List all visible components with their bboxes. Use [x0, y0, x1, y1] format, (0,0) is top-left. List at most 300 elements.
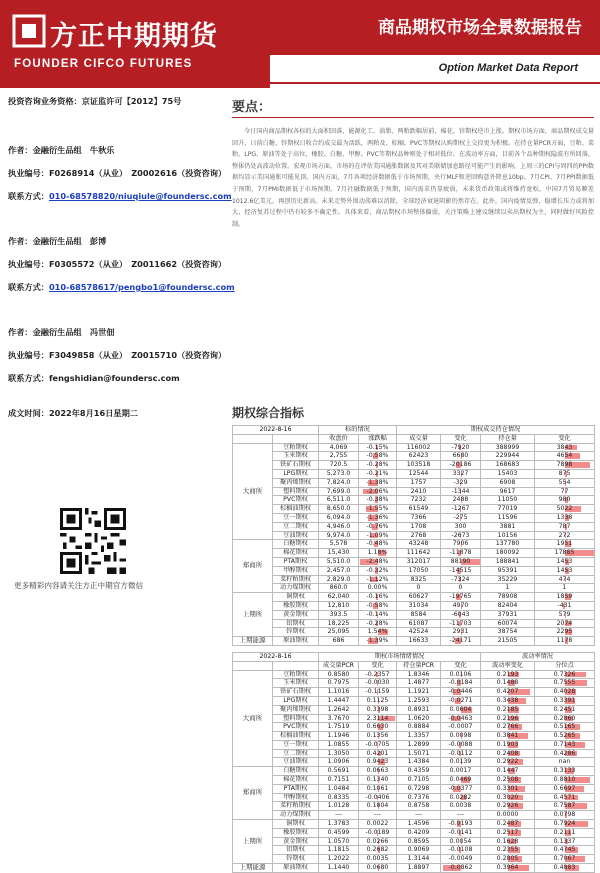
pcr-oi: --- — [397, 811, 441, 820]
pcr-volume-change — [359, 679, 397, 688]
pcr-volume-change — [359, 705, 397, 714]
volume: 1708 — [397, 522, 441, 531]
cell-value: 0.7587 — [554, 802, 576, 809]
pcr-oi-change — [441, 679, 481, 688]
cell-value: -24171 — [450, 637, 472, 644]
oi-change — [535, 478, 595, 487]
underlying-group-header: 标的情况 — [319, 426, 397, 435]
option-name: 豆粕期权 — [273, 670, 319, 679]
cell-value: 0.0266 — [367, 838, 389, 845]
options-indicators-section — [232, 404, 594, 873]
qr-caption: 更多精彩内容请关注方正中期官方微信 — [14, 580, 143, 591]
cell-value: 0.3301 — [497, 785, 519, 792]
oi-change — [535, 566, 595, 575]
change-pct — [359, 557, 397, 566]
change-pct — [359, 575, 397, 584]
volume-change — [441, 478, 481, 487]
report-date: 成文时间：2022年8月16日星期二 — [8, 408, 218, 419]
cell-value: -0.16% — [367, 593, 389, 600]
volume: 103518 — [397, 461, 441, 470]
pcr-volume-change — [359, 732, 397, 741]
cell-value: 0.2451 — [554, 706, 576, 713]
cell-value: -19765 — [450, 593, 472, 600]
cell-value: 5022 — [557, 505, 573, 512]
cell-value: 0.2196 — [497, 715, 519, 722]
cell-value: 0.4207 — [497, 688, 519, 695]
cell-value: 2074 — [557, 620, 573, 627]
change-pct — [359, 549, 397, 558]
cell-value: 0.4201 — [367, 750, 389, 757]
table-row — [233, 601, 595, 610]
volume-change — [441, 575, 481, 584]
pcr-volume: 3.7670 — [319, 714, 359, 723]
close-price: 15,430 — [319, 549, 359, 558]
pcr-volume-change: 0.0035 — [359, 855, 397, 864]
exchange-label: 郑商所 — [233, 540, 273, 593]
cell-value: 0.4883 — [554, 864, 576, 871]
pcr-oi: 0.4209 — [397, 828, 441, 837]
cell-value: 3327 — [453, 470, 469, 477]
cell-value: 17885 — [555, 549, 575, 556]
open-interest: 137780 — [481, 540, 535, 549]
pcr-volume-change — [359, 802, 397, 811]
open-interest: 388999 — [481, 443, 535, 452]
pcr-oi: 1.0620 — [397, 714, 441, 723]
close-price: 18,225 — [319, 619, 359, 628]
table-row — [233, 864, 595, 873]
author-2-contact-link[interactable]: 010-68578617/pengbo1@foundersc.com — [49, 282, 235, 292]
summary-text: 今日国内商品期权各标的大面积回落，能源化工、油脂、两粕跌幅居前，棉花、锌期权逆市上涨。期权市场方面，商品期权成交量回升，日前白糖、锌期权日收合约成交最为活跃，两粕及、棕榈、PVC等期权认购期权上交投更为积极。在持仓量PCR方面，豆粕、菜粕、LPG、原油等处于高位，橡胶、白糖、甲醇、PVC等期权品种则处于相对低位。在波动率方面，目前各个品种期权隐波有所回落，整体仍处高波动位置。宏观市场方面，市场的在评估美国通胀数据及其对美联储加息路径可能产生的影响，上周三的CPI与周四的PPI数据均显示美国通胀可能见顶。国内方面，7月各项经济数据低于市场预期，央行MLF和逆回购意外降息10bp。7月CPI、7月PPI数据低于预期，7月PMI数据低于市场预期。7月社融数据低于预期，国内需求仍显疲弱，未来货币政策或将维持宽松，中国7月贸易顺差1012.6亿美元，再创历史新高。未来走势外围动荡难以消除，全球经济衰退阴影仍然存在。此外，国内疫情反弹，稳增长压力或将加大，经济复苏过程中仍有较多不确定性。具体来看，商品期权市场整体偏弱，关注策略上建议继续以卖出期权为主，同时做好风险控制。 — [232, 126, 594, 230]
cell-value: -20186 — [450, 461, 472, 468]
col-close: 收盘价 — [319, 434, 359, 443]
cell-value: 0.6630 — [367, 723, 389, 730]
cell-value: 7906 — [453, 540, 469, 547]
open-interest: 78908 — [481, 593, 535, 602]
pcr-volume: 1.1815 — [319, 846, 359, 855]
pcr-oi: 1.8897 — [397, 864, 441, 873]
pcr-volume: 0.8335 — [319, 793, 359, 802]
oi-change — [535, 601, 595, 610]
iv-percentile — [535, 855, 595, 864]
cell-value: 0.3391 — [554, 697, 576, 704]
option-name: 黄金期权 — [273, 610, 319, 619]
option-name: 黄金期权 — [273, 837, 319, 846]
change-pct — [359, 610, 397, 619]
open-interest: 95391 — [481, 566, 535, 575]
change-pct — [359, 505, 397, 514]
cell-value: 0.2487 — [497, 820, 519, 827]
iv-change — [481, 758, 535, 767]
iv-change — [481, 820, 535, 829]
cell-value: 0.2860 — [554, 715, 576, 722]
table-row — [233, 855, 595, 864]
change-pct — [359, 637, 397, 646]
iv-change — [481, 670, 535, 679]
cell-value: 0.0054 — [450, 838, 472, 845]
pcr-volume-change — [359, 749, 397, 758]
cell-value: -275 — [453, 514, 467, 521]
cell-value: -1.12% — [367, 576, 389, 583]
logo-cn-text: 方正中期期货 — [50, 14, 218, 53]
iv-percentile — [535, 802, 595, 811]
cell-value: -0.21% — [367, 470, 389, 477]
option-name: 铁矿石期权 — [273, 688, 319, 697]
pcr-oi-change — [441, 828, 481, 837]
open-interest: 10156 — [481, 531, 535, 540]
iv-percentile — [535, 784, 595, 793]
cell-value: -14515 — [450, 567, 472, 574]
col-pcr-oi: 持仓量PCR — [397, 661, 441, 670]
volume: 1757 — [397, 478, 441, 487]
option-name: 原油期权 — [273, 864, 319, 873]
cell-value: 4654 — [557, 452, 573, 459]
pcr-volume-change — [359, 776, 397, 785]
option-name: 甲醇期权 — [273, 793, 319, 802]
close-price: 2,829.0 — [319, 575, 359, 584]
pcr-oi-change — [441, 670, 481, 679]
col-volume: 成交量 — [397, 434, 441, 443]
cell-value: 0.2408 — [497, 750, 519, 757]
cell-value: -0.32% — [367, 567, 389, 574]
cell-value: -0.0406 — [366, 794, 390, 801]
iv-change — [481, 740, 535, 749]
volume: 61087 — [397, 619, 441, 628]
volume-change — [441, 505, 481, 514]
table-row — [233, 793, 595, 802]
change-pct — [359, 619, 397, 628]
volume-change — [441, 619, 481, 628]
iv-percentile: nan — [535, 758, 595, 767]
volume-change — [441, 513, 481, 522]
close-price: 8,650.0 — [319, 505, 359, 514]
exchange-label: 上期所 — [233, 593, 273, 637]
cell-value: 0.8810 — [554, 776, 576, 783]
cell-value: 0.2926 — [497, 802, 519, 809]
pcr-volume-change: 0.0022 — [359, 820, 397, 829]
pcr-volume: 1.2642 — [319, 705, 359, 714]
close-price: 7,824.0 — [319, 478, 359, 487]
col-iv-change: 波动率变化 — [481, 661, 535, 670]
option-name: 豆一期权 — [273, 513, 319, 522]
option-name: 棉花期权 — [273, 776, 319, 785]
volume-change — [441, 549, 481, 558]
pcr-oi: 1.2899 — [397, 740, 441, 749]
pcr-oi: 0.8931 — [397, 705, 441, 714]
author-panel — [8, 96, 218, 419]
volume-change — [441, 593, 481, 602]
wechat-qr-code-icon — [60, 508, 126, 574]
option-name: LPG期权 — [273, 696, 319, 705]
cell-value: 875 — [559, 470, 571, 477]
pcr-volume-change — [359, 714, 397, 723]
cell-value: -0.1159 — [366, 688, 390, 695]
close-price: 25,095 — [319, 628, 359, 637]
cell-value: -1.38% — [367, 479, 389, 486]
table-row — [233, 452, 595, 461]
close-price: 5,273.0 — [319, 469, 359, 478]
change-pct — [359, 522, 397, 531]
close-price: 4,946.0 — [319, 522, 359, 531]
open-interest: 229944 — [481, 452, 535, 461]
cell-value: 0.5165 — [554, 723, 576, 730]
pcr-volume: 0.7151 — [319, 776, 359, 785]
table1-group-header — [233, 426, 595, 435]
iv-change — [481, 864, 535, 873]
close-price: 5,578 — [319, 540, 359, 549]
author-3-cert: 执业编号：F3049858（从业） Z0015710（投资咨询） — [8, 350, 218, 361]
pcr-volume: 1.0906 — [319, 758, 359, 767]
change-pct — [359, 487, 397, 496]
open-interest: 60074 — [481, 619, 535, 628]
pcr-volume-change — [359, 670, 397, 679]
change-pct — [359, 478, 397, 487]
pcr-oi-change — [441, 696, 481, 705]
iv-change — [481, 696, 535, 705]
cell-value: 0.0098 — [450, 732, 472, 739]
contact-label: 联系方式： — [8, 282, 49, 292]
table-row — [233, 487, 595, 496]
cell-value: -431 — [557, 602, 571, 609]
pcr-oi-change — [441, 714, 481, 723]
cell-value: -0.0112 — [449, 750, 473, 757]
close-price: 9,974.0 — [319, 531, 359, 540]
table-row — [233, 557, 595, 566]
change-pct — [359, 566, 397, 575]
cell-value: 3843 — [557, 444, 573, 451]
option-name: 棕榈油期权 — [273, 732, 319, 741]
cell-value: -11703 — [450, 620, 472, 627]
option-name: 豆粕期权 — [273, 443, 319, 452]
cell-value: -11878 — [450, 549, 472, 556]
open-interest: 3881 — [481, 522, 535, 531]
sentiment-volatility-table — [232, 652, 595, 873]
cell-value: 0.3020 — [497, 794, 519, 801]
cell-value: -0.0193 — [449, 820, 473, 827]
cell-value: -0.0862 — [449, 864, 473, 871]
table-row — [233, 540, 595, 549]
close-price: 2,755 — [319, 452, 359, 461]
oi-change — [535, 637, 595, 646]
cell-value: 0.1447 — [497, 767, 519, 774]
cell-value: 0.4571 — [554, 794, 576, 801]
oi-change — [535, 557, 595, 566]
pcr-oi: 0.8884 — [397, 723, 441, 732]
table-row — [233, 469, 595, 478]
open-interest: 168683 — [481, 461, 535, 470]
table-row — [233, 732, 595, 741]
col-iv-percentile: 分位点 — [535, 661, 595, 670]
cell-value: 1178 — [557, 637, 573, 644]
cell-value: 2931 — [453, 628, 469, 635]
cell-value: 0.1356 — [367, 732, 389, 739]
option-name: 聚丙烯期权 — [273, 478, 319, 487]
cell-value: 0.2111 — [554, 829, 576, 836]
option-name: 原油期权 — [273, 637, 319, 646]
cell-value: 0.3841 — [497, 732, 519, 739]
volume-change — [441, 487, 481, 496]
volume: 12544 — [397, 469, 441, 478]
author-1-contact-link[interactable]: 010-68578820/niuqiule@foundersc.com — [49, 191, 232, 201]
iv-percentile — [535, 837, 595, 846]
pcr-oi: 1.1921 — [397, 688, 441, 697]
cell-value: 0.7555 — [554, 679, 576, 686]
iv-percentile — [535, 679, 595, 688]
pcr-oi-change — [441, 837, 481, 846]
close-price: 393.5 — [319, 610, 359, 619]
cell-value: 0.7924 — [554, 820, 576, 827]
option-name: 塑料期权 — [273, 487, 319, 496]
cell-value: -0.0377 — [449, 785, 473, 792]
header-divider — [270, 82, 600, 84]
oi-change — [535, 522, 595, 531]
exchange-label: 上期所 — [233, 820, 273, 864]
table-row — [233, 566, 595, 575]
oi-change — [535, 628, 595, 637]
volatility-group-header: 波动率情况 — [481, 652, 595, 661]
iv-percentile — [535, 723, 595, 732]
table-row — [233, 584, 595, 593]
pcr-oi: 1.4877 — [397, 679, 441, 688]
cell-value: 980 — [559, 496, 571, 503]
iv-percentile — [535, 776, 595, 785]
option-name: 橡胶期权 — [273, 828, 319, 837]
cell-value: -329 — [453, 479, 467, 486]
volume-change — [441, 601, 481, 610]
open-interest: 9617 — [481, 487, 535, 496]
pcr-oi-change: --- — [441, 811, 481, 820]
volume-oi-table — [232, 425, 595, 646]
change-pct: 0.00% — [359, 584, 397, 593]
volume: 60627 — [397, 593, 441, 602]
pcr-volume: 1.2022 — [319, 855, 359, 864]
cell-value: -7324 — [452, 576, 470, 583]
cell-value: 0.1804 — [367, 802, 389, 809]
change-pct — [359, 452, 397, 461]
pcr-oi: 0.4359 — [397, 767, 441, 776]
table-row — [233, 496, 595, 505]
volume: 8584 — [397, 610, 441, 619]
cell-value: 0.3964 — [497, 864, 519, 871]
table1-column-header — [233, 434, 595, 443]
cell-value: 787 — [559, 523, 571, 530]
option-name: 白糖期权 — [273, 540, 319, 549]
option-name: PTA期权 — [273, 784, 319, 793]
close-price: 12,810 — [319, 601, 359, 610]
cell-value: 77 — [561, 488, 569, 495]
option-name: PTA期权 — [273, 557, 319, 566]
pcr-volume: --- — [319, 811, 359, 820]
oi-change — [535, 540, 595, 549]
volume: 31034 — [397, 601, 441, 610]
table-row — [233, 513, 595, 522]
cell-value: -2.48% — [367, 558, 389, 565]
iv-percentile — [535, 846, 595, 855]
cell-value: -0.15% — [367, 444, 389, 451]
cell-value: -0.0030 — [366, 679, 390, 686]
cell-value: 0.4745 — [554, 846, 576, 853]
oi-change — [535, 461, 595, 470]
iv-change — [481, 855, 535, 864]
iv-percentile — [535, 811, 595, 820]
cell-value: 0.5265 — [554, 732, 576, 739]
volume-change — [441, 540, 481, 549]
open-interest: 38754 — [481, 628, 535, 637]
cell-value: 272 — [559, 532, 571, 539]
volume-change — [441, 610, 481, 619]
pcr-oi-change — [441, 688, 481, 697]
pcr-volume-change — [359, 696, 397, 705]
open-interest: 21505 — [481, 637, 535, 646]
cell-value: -0.0446 — [449, 688, 473, 695]
oi-change — [535, 531, 595, 540]
cell-value: 6680 — [453, 452, 469, 459]
cell-value: 2488 — [453, 496, 469, 503]
oi-change — [535, 593, 595, 602]
table-row — [233, 846, 595, 855]
option-name: 豆二期权 — [273, 522, 319, 531]
pcr-oi-change — [441, 820, 481, 829]
option-name: 锌期权 — [273, 855, 319, 864]
table-row — [233, 828, 595, 837]
author-2-cert: 执业编号：F0305572（从业） Z0011662（投资咨询） — [8, 259, 218, 270]
iv-change — [481, 714, 535, 723]
table2-column-header — [233, 661, 595, 670]
author-1-contact-row — [8, 191, 218, 202]
option-name: 豆二期权 — [273, 749, 319, 758]
exchange-label: 大商所 — [233, 443, 273, 540]
cell-value: 0.1488 — [497, 679, 519, 686]
option-name: 玉米期权 — [273, 452, 319, 461]
volume-change — [441, 531, 481, 540]
pcr-oi: 1.3357 — [397, 732, 441, 741]
pcr-oi: 1.4384 — [397, 758, 441, 767]
close-price: 720.5 — [319, 461, 359, 470]
cell-value: 0.1061 — [367, 785, 389, 792]
pcr-volume: 1.1946 — [319, 732, 359, 741]
open-interest: 11050 — [481, 496, 535, 505]
cell-value: 0.6697 — [554, 785, 576, 792]
pcr-oi-change: -0.0007 — [441, 723, 481, 732]
table-row — [233, 593, 595, 602]
cell-value: 0.2766 — [497, 723, 519, 730]
cell-value: 4970 — [453, 602, 469, 609]
table-title: 期权综合指标 — [232, 404, 594, 421]
volume: 16633 — [397, 637, 441, 646]
option-name: 菜籽粕期权 — [273, 802, 319, 811]
volume: 7366 — [397, 513, 441, 522]
option-name: 铝期权 — [273, 619, 319, 628]
change-pct — [359, 593, 397, 602]
table-row — [233, 802, 595, 811]
table-row — [233, 776, 595, 785]
pcr-oi: 0.8758 — [397, 802, 441, 811]
pcr-oi-change — [441, 732, 481, 741]
volume-change — [441, 522, 481, 531]
col-pcr-volume: 成交量PCR — [319, 661, 359, 670]
pcr-volume: 1.0484 — [319, 784, 359, 793]
pcr-volume: 1.1440 — [319, 864, 359, 873]
pcr-volume-change — [359, 837, 397, 846]
exchange-label: 上期能源 — [233, 864, 273, 873]
cell-value: 0.0680 — [367, 864, 389, 871]
cell-value: 0.7067 — [554, 855, 576, 862]
option-name: 豆油期权 — [273, 758, 319, 767]
pcr-volume-change — [359, 723, 397, 732]
cell-value: -1344 — [452, 488, 470, 495]
open-interest: 180092 — [481, 549, 535, 558]
change-pct — [359, 531, 397, 540]
author-2: 作者：金融衍生品组 彭博 — [8, 236, 218, 247]
